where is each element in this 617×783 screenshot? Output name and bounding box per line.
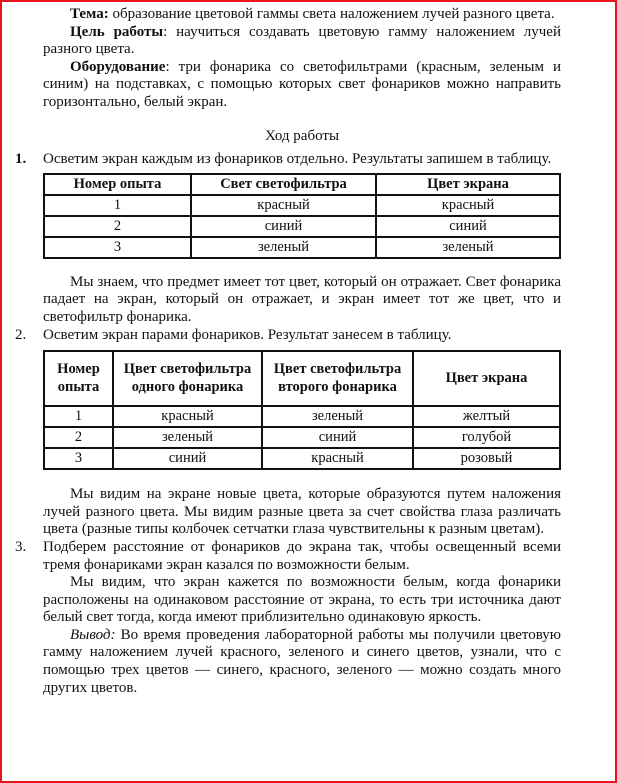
table-row: [44, 237, 560, 258]
table-cell: зеленый: [262, 406, 413, 427]
conclusion-label: Вывод:: [70, 626, 116, 643]
table-cell: красный: [191, 195, 376, 216]
topic-label: Тема:: [70, 6, 109, 22]
step-text: Осветим экран каждым из фонариков отдельно. Результаты запишем в таблицу.: [43, 151, 552, 168]
table-cell: синий: [376, 216, 560, 237]
conclusion-text: Во время проведения лабораторной работы мы получили цветовую гамму наложением лучей красного, зеленого и синего цветов, узнали, что с помощью трех цветов — синего, красного, зеленого — можно создать много других цветов.: [43, 626, 561, 696]
explanation-paragraph-3: Мы видим, что экран кажется по возможности белым, когда фонарики расположены на одинаковом расстояние от экрана, то есть три источника дают белый свет тогда, когда имеют приблизительно одинаковую яркость.: [43, 574, 561, 626]
table-cell: 1: [44, 406, 113, 427]
step-2: [15, 326, 561, 345]
table-header: Номер опыта: [44, 174, 191, 195]
explanation-paragraph-2: Мы видим на экране новые цвета, которые образуются путем наложения лучей разного цвета. Мы видим разные цвета за счет свойства глаза различать цвета (разные типы колбочек сетчатки глаза чувствительны к разным цветам).: [43, 486, 561, 538]
table-header: Цвет светофильтра второго фонарика: [262, 351, 413, 406]
step-text: Осветим экран парами фонариков. Результат занесем в таблицу.: [43, 326, 452, 343]
table-cell: 3: [44, 237, 191, 258]
goal-text: : научиться создавать цветовую гамму наложением лучей разного цвета.: [43, 23, 561, 58]
table-header: Цвет светофильтра одного фонарика: [113, 351, 262, 406]
step-3: [15, 538, 561, 574]
table-header: Цвет экрана: [376, 174, 560, 195]
conclusion-paragraph: [43, 627, 561, 697]
explanation-paragraph-1: Мы знаем, что предмет имеет тот цвет, который он отражает. Свет фонарика падает на экран, который он отражает, и экран имеет тот же цвет, что и светофильтр фонарика.: [43, 273, 561, 325]
table-cell: 1: [44, 195, 191, 216]
table-row: [44, 427, 560, 448]
goal-label: Цель работы: [70, 23, 164, 40]
document-content: [15, 6, 561, 697]
table-header-row: [44, 174, 560, 195]
step-1: [15, 151, 561, 169]
table-row: [44, 406, 560, 427]
table-header: Цвет экрана: [413, 351, 560, 406]
table-cell: 2: [44, 216, 191, 237]
table-cell: красный: [113, 406, 262, 427]
equipment-text: : три фонарика со светофильтрами (красным, зеленым и синим) на подставках, с помощью которых свет фонариков можно направить горизонтально, белый экран.: [43, 58, 561, 110]
table-header: Свет светофильтра: [191, 174, 376, 195]
table-cell: зеленый: [113, 427, 262, 448]
step-number: 3.: [15, 538, 27, 555]
table-cell: розовый: [413, 448, 560, 469]
equipment-label: Оборудование: [70, 58, 166, 75]
table-cell: зеленый: [191, 237, 376, 258]
table-header-row: [44, 351, 560, 406]
table-cell: зеленый: [376, 237, 560, 258]
goal-paragraph: [43, 24, 561, 59]
procedure-heading: Ход работы: [264, 127, 340, 144]
table-cell: голубой: [413, 427, 560, 448]
table-cell: 3: [44, 448, 113, 469]
table-single-flashlight: [43, 173, 561, 259]
table-cell: синий: [113, 448, 262, 469]
table-row: [44, 195, 560, 216]
step-number: 1.: [15, 151, 27, 168]
step-text: Подберем расстояние от фонариков до экрана так, чтобы освещенный всеми тремя фонариками экран казался по возможности белым.: [43, 538, 561, 573]
table-row: [44, 216, 560, 237]
step-number: 2.: [15, 326, 27, 343]
table-cell: синий: [262, 427, 413, 448]
table-cell: красный: [262, 448, 413, 469]
table-cell: желтый: [413, 406, 560, 427]
table-cell: 2: [44, 427, 113, 448]
table-cell: красный: [376, 195, 560, 216]
table-header: Номер опыта: [44, 351, 113, 406]
topic-text: образование цветовой гаммы света наложением лучей разного цвета.: [108, 6, 555, 22]
equipment-paragraph: [43, 59, 561, 112]
topic-paragraph: [43, 6, 561, 24]
table-row: [44, 448, 560, 469]
table-cell: синий: [191, 216, 376, 237]
table-paired-flashlights: [43, 350, 561, 470]
